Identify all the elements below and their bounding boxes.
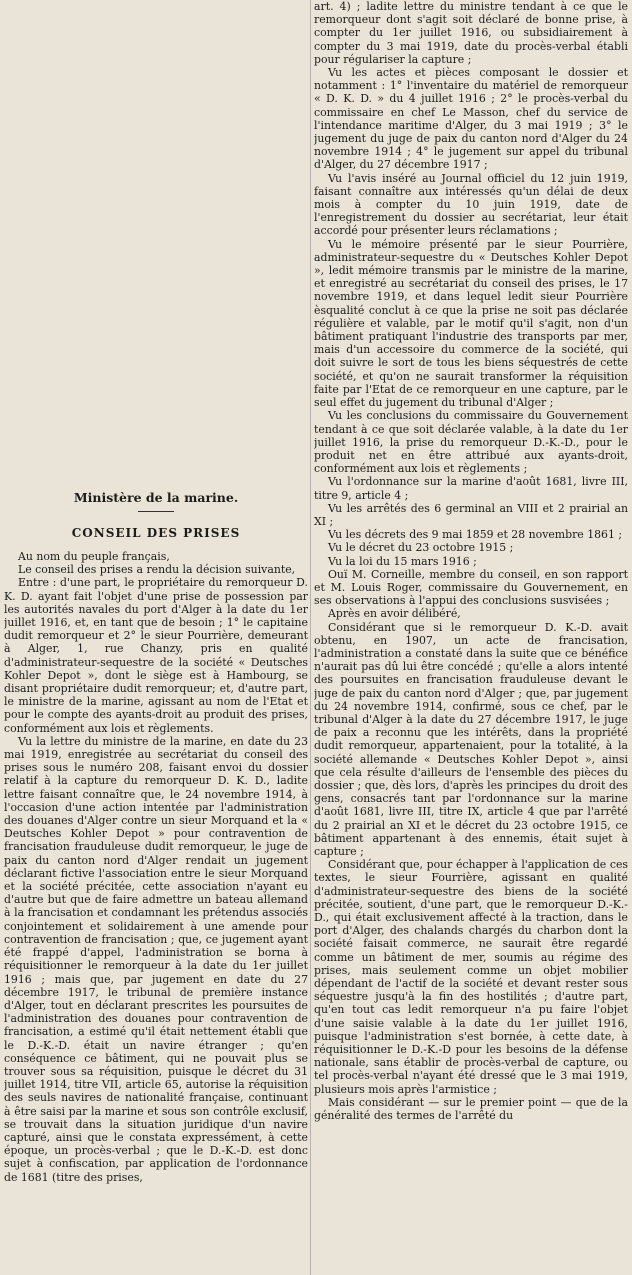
paragraph: Mais considérant — sur le premier point — que de la généralité des termes de l'arrêté du <box>314 1095 628 1123</box>
paragraph: Ouï M. Corneille, membre du conseil, en son rapport et M. Louis Roger, commissaire du Gouvernement, en ses observations à l'appui des conclusions susvisées ; <box>314 567 628 608</box>
paragraph: Vu les actes et pièces composant le dossier et notamment : 1° l'inventaire du matériel de remorqueur « D. K. D. » du 4 juillet 1916 ; 2° le procès-verbal du commissaire en chef Le Masson, chef du service de l'intendance maritime d'Alger, du 3 mai 1919 ; 3° le jugement du juge de paix du canton nord d'Alger du 24 novembre 1914 ; 4° le jugement sur appel du tribunal d'Alger, du 27 décembre 1917 ; <box>314 66 628 172</box>
paragraph: Considérant que, pour échapper à l'application de ces textes, le sieur Fourrière, agissant en qualité d'administrateur-sequestre des biens de la société précitée, soutient, d'une part, que le remorqueur D.-K.-D., qui était exclusivement affecté à la traction, dans le port d'Alger, des chalands chargés du charbon dont la société faisait commerce, ne saurait être regardé comme un bâtiment de mer, soumis au régime des prises, mais seulement comme un objet mobilier dépendant de l'actif de la société et devant rester sous séquestre jusqu'à la fin des hostilités ; d'autre part, qu'en tout cas ledit remorqueur n'a pu faire l'objet d'une saisie valable à la date du 1er juillet 1916, puisque l'administration s'est bornée, à cette date, à réquisitionner le D.-K.-D pour les besoins de la défense nationale, sans établir de procès-verbal de capture, ou tel procès-verbal n'ayant été dressé que le 3 mai 1919, plusieurs mois après l'armistice ; <box>314 858 628 1096</box>
separator-line <box>138 511 174 512</box>
column-divider <box>310 0 311 1275</box>
paragraph: Vu l'ordonnance sur la marine d'août 1681, livre III, titre 9, article 4 ; <box>314 475 628 502</box>
paragraph: Vu l'avis inséré au Journal officiel du 12 juin 1919, faisant connaître aux intéressés qu'un délai de deux mois à compter du 10 juin 1919, date de l'enregistrement du dossier au secrétariat, leur était accordé pour présenter leurs réclamations ; <box>314 171 628 238</box>
right-column <box>314 0 628 1275</box>
paragraph: Vu les arrêtés des 6 germinal an VIII et 2 prairial an XI ; <box>314 501 628 528</box>
department-heading: Ministère de la marine. <box>73 490 239 505</box>
left-column <box>4 0 308 1275</box>
paragraph: Vu les conclusions du commissaire du Gouvernement tendant à ce que soit déclarée valable, à la date du 1er juillet 1916, la prise du remorqueur D.-K.-D., pour le produit net en être attribué aux ayants-droit, conformément aux lois et règlements ; <box>314 409 628 476</box>
paragraph: Au nom du peuple français, <box>18 550 170 563</box>
paragraph: Vu le décret du 23 octobre 1915 ; <box>328 541 514 555</box>
paragraph: Considérant que si le remorqueur D. K.-D. avait obtenu, en 1907, un acte de francisation, l'administration a constaté dans la suite que ce bénéfice n'aurait pas dû lui être concédé ; qu'elle a alors intenté des poursuites en francisation frauduleuse devant le juge de paix du canton nord d'Alger ; que, par jugement du 24 novembre 1914, confirmé, sous ce chef, par le tribunal d'Alger à la date du 27 décembre 1917, le juge de paix a reconnu que les intérêts, dans la propriété dudit remorqueur, appartenaient, pour la totalité, à la société allemande « Deutsches Kohler Depot », ainsi que cela résulte d'ailleurs de l'ensemble des pièces du dossier ; que, dès lors, d'après les principes du droit des gens, consacrés tant par l'ordonnance sur la marine d'août 1681, livre III, titre IX, article 4 que par l'arrêté du 2 prairial an XI et le décret du 23 octobre 1915, ce bâtiment appartenant à des ennemis, était sujet à capture ; <box>314 620 628 858</box>
paragraph: Vu la lettre du ministre de la marine, en date du 23 mai 1919, enregistrée au secrétariat du conseil des prises sous le numéro 208, faisant envoi du dossier relatif à la capture du remorqueur D. K. D., ladite lettre faisant connaître que, le 24 novembre 1914, à l'occasion d'une action intentée par l'administration des douanes d'Alger contre un sieur Morquand et la « Deutsches Kohler Depot » pour contravention de francisation frauduleuse dudit remorqueur, le juge de paix du canton nord d'Alger rendait un jugement déclarant fictive l'association entre le sieur Morquand et la société précitée, cette association n'ayant eu d'autre but que de faire admettre un bateau allemand à la francisation et condamnant les prétendus associés conjointement et solidairement à une amende pour contravention de francisation ; que, ce jugement ayant été frappé d'appel, l'administration se borna à réquisitionner le remorqueur à la date du 1er juillet 1916 ; mais que, par jugement en date du 27 décembre 1917, le tribunal de première instance d'Alger, tout en déclarant prescrites les poursuites de l'administration des douanes pour contravention de francisation, a estimé qu'il était nettement établi que le D.-K.-D. était un navire étranger ; qu'en conséquence ce bâtiment, qui ne pouvait plus se trouver sous sa réquisition, puisque le décret du 31 juillet 1914, titre VII, article 65, autorise la réquisition des seuls navires de nationalité française, continuant à être saisi par la marine et sous son contrôle exclusif, se trouvait dans la situation juridique d'un navire capturé, ainsi que le constata expressément, à cette époque, un procès-verbal ; que le D.-K.-D. est donc sujet à confiscation, par application de l'ordonnance de 1681 (titre des prises, <box>4 734 308 1184</box>
section-title: CONSEIL DES PRISES <box>71 526 241 540</box>
paragraph: art. 4) ; ladite lettre du ministre tendant à ce que le remorqueur dont s'agit soit déclaré de bonne prise, à compter du 1er juillet 1916, ou subsidiairement à compter du 3 mai 1919, date du procès-verbal établi pour régulariser la capture ; <box>314 0 628 66</box>
paragraph: Vu le mémoire présenté par le sieur Pourrière, administrateur-sequestre du « Deutsches Kohler Depot », ledit mémoire transmis par le ministre de la marine, et enregistré au secrétariat du conseil des prises, le 17 novembre 1919, et dans lequel ledit sieur Pourrière èsqualité conclut à ce que la prise ne soit pas déclarée régulière et valable, par le motif qu'il s'agit, non d'un bâtiment pratiquant l'industrie des transports par mer, mais d'un accessoire du commerce de la société, qui doit suivre le sort de tous les biens séquestrés de cette société, et qu'on ne saurait transformer la réquisition faite par l'Etat de ce remorqueur en une capture, par le seul effet du jugement du tribunal d'Alger ; <box>314 237 628 410</box>
blank-area <box>4 0 308 474</box>
paragraph: Vu les décrets des 9 mai 1859 et 28 novembre 1861 ; <box>328 528 623 542</box>
paragraph: Après en avoir délibéré, <box>328 607 461 621</box>
paragraph: Vu la loi du 15 mars 1916 ; <box>328 554 477 568</box>
paragraph: Entre : d'une part, le propriétaire du remorqueur D. K. D. ayant fait l'objet d'une prise de possession par les autorités navales du port d'Alger à la date du 1er juillet 1916, et, en tant que de besoin ; 1° le capitaine dudit remorqueur et 2° le sieur Pourrière, demeurant à Alger, 1, rue Chanzy, pris en qualité d'administrateur-sequestre de la société « Deutsches Kohler Depot », dont le siège est à Hambourg, se disant propriétaire dudit remorqueur; et, d'autre part, le ministre de la marine, agissant au nom de l'Etat et pour le compte des ayants-droit au produit des prises, conformément aux lois et règlements. <box>4 576 308 735</box>
paragraph: Le conseil des prises a rendu la décision suivante, <box>18 563 296 577</box>
